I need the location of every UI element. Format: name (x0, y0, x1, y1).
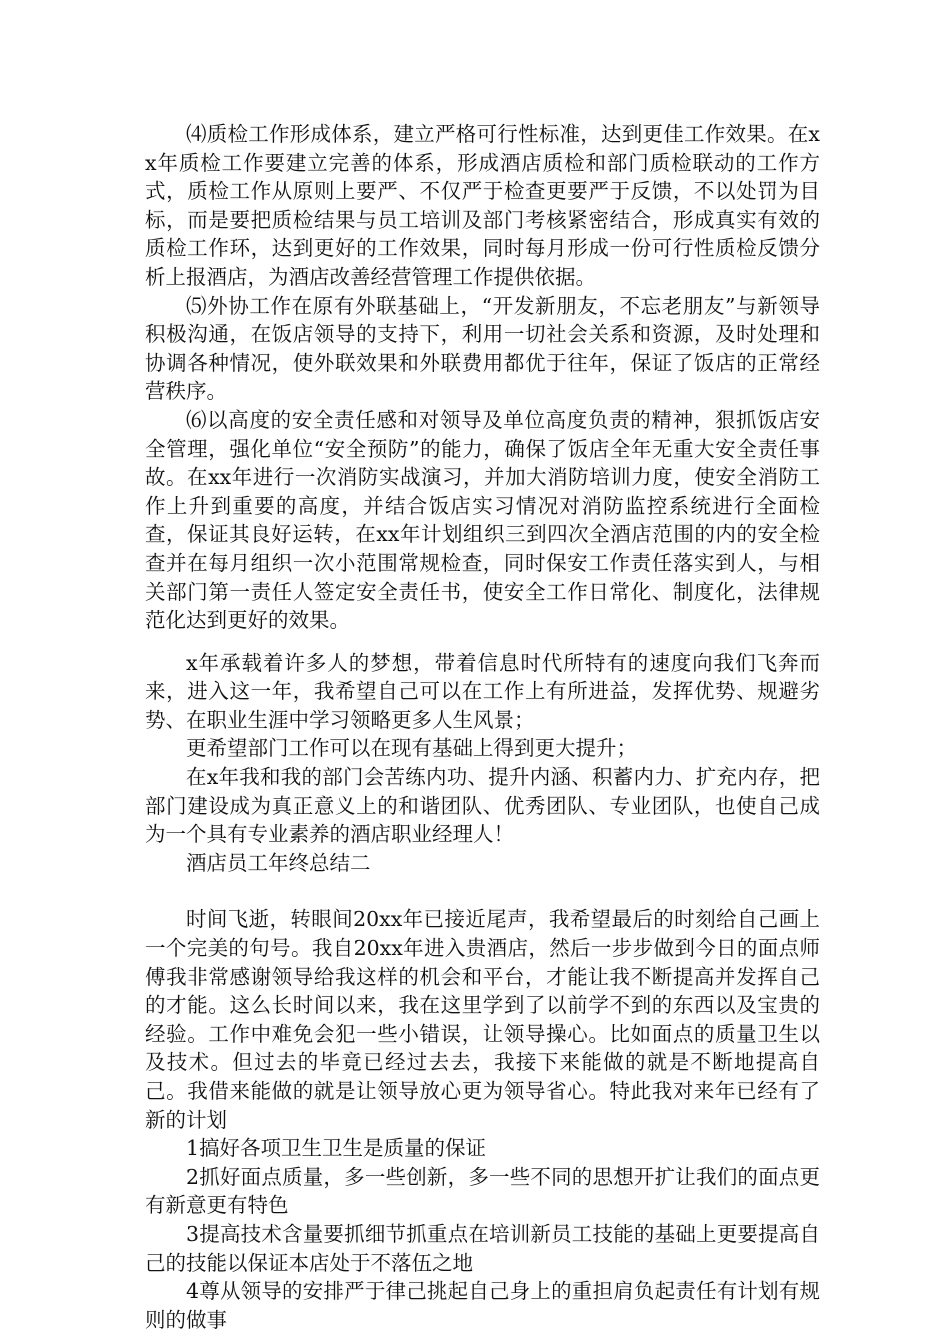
paragraph-team-building: 在x年我和我的部门会苦练内功、提升内涵、积蓄内力、扩充内存，把部门建设成为真正意义上的和谐团队、优秀团队、专业团队，也使自己成为一个具有专业素养的酒店职业经理人！ (145, 765, 820, 847)
paragraph-safety-management: ⑹以高度的安全责任感和对领导及单位高度负责的精神，狠抓饭店安全管理，强化单位“安全预防”的能力，确保了饭店全年无重大安全责任事故。在xx年进行一次消防实战演习，并加大消防培训力度，使安全消防工作上升到重要的高度，并结合饭店实习情况对消防监控系统进行全面检查，保证其良好运转，在xx年计划组织三到四次全酒店范围的内的安全检查并在每月组织一次小范围常规检查，同时保安工作责任落实到人，与相关部门第一责任人签定安全责任书，使安全工作日常化、制度化，法律规范化达到更好的效果。 (145, 407, 820, 633)
paragraph-new-year-hopes: x年承载着许多人的梦想，带着信息时代所特有的速度向我们飞奔而来，进入这一年，我希望自己可以在工作上有所进益，发挥优势、规避劣势、在职业生涯中学习领略更多人生风景； (145, 650, 820, 732)
paragraph-quality-inspection: ⑷质检工作形成体系，建立严格可行性标准，达到更佳工作效果。在xx年质检工作要建立完善的体系，形成酒店质检和部门质检联动的工作方式，质检工作从原则上要严、不仅严于检查更要严于反馈，不以处罚为目标，而是要把质检结果与员工培训及部门考核紧密结合，形成真实有效的质检工作环，达到更好的工作效果，同时每月形成一份可行性质检反馈分析上报酒店，为酒店改善经营管理工作提供依据。 (145, 122, 820, 289)
plan-item-3: 3提高技术含量要抓细节抓重点在培训新员工技能的基础上更要提高自己的技能以保证本店处于不落伍之地 (145, 1221, 820, 1275)
plan-item-2: 2抓好面点质量，多一些创新，多一些不同的思想开扩让我们的面点更有新意更有特色 (145, 1164, 820, 1218)
plan-item-4: 4尊从领导的安排严于律己挑起自己身上的重担肩负起责任有计划有规则的做事 (145, 1279, 820, 1332)
paragraph-year-summary: 时间飞逝，转眼间20xx年已接近尾声，我希望最后的时刻给自己画上一个完美的句号。我自20xx年进入贵酒店，然后一步步做到今日的面点师傅我非常感谢领导给我这样的机会和平台，才能让我不断提高并发挥自己的才能。这么长时间以来，我在这里学到了以前学不到的东西以及宝贵的经验。工作中难免会犯一些小错误，让领导操心。比如面点的质量卫生以及技术。但过去的毕竟已经过去去，我接下来能做的就是不断地提高自己。我借来能做的就是让领导放心更为领导省心。特此我对来年已经有了新的计划 (145, 907, 820, 1132)
paragraph-external-affairs: ⑸外协工作在原有外联基础上，“开发新朋友，不忘老朋友”与新领导积极沟通，在饭店领导的支持下，利用一切社会关系和资源，及时处理和协调各种情况，使外联效果和外联费用都优于往年，保证了饭店的正常经营秩序。 (145, 293, 820, 404)
paragraph-department-improvement: 更希望部门工作可以在现有基础上得到更大提升； (186, 736, 637, 761)
section-title: 酒店员工年终总结二 (186, 850, 371, 875)
document-page (145, 120, 820, 1334)
plan-item-1: 1搞好各项卫生卫生是质量的保证 (186, 1136, 487, 1161)
section-spacer (145, 877, 820, 891)
